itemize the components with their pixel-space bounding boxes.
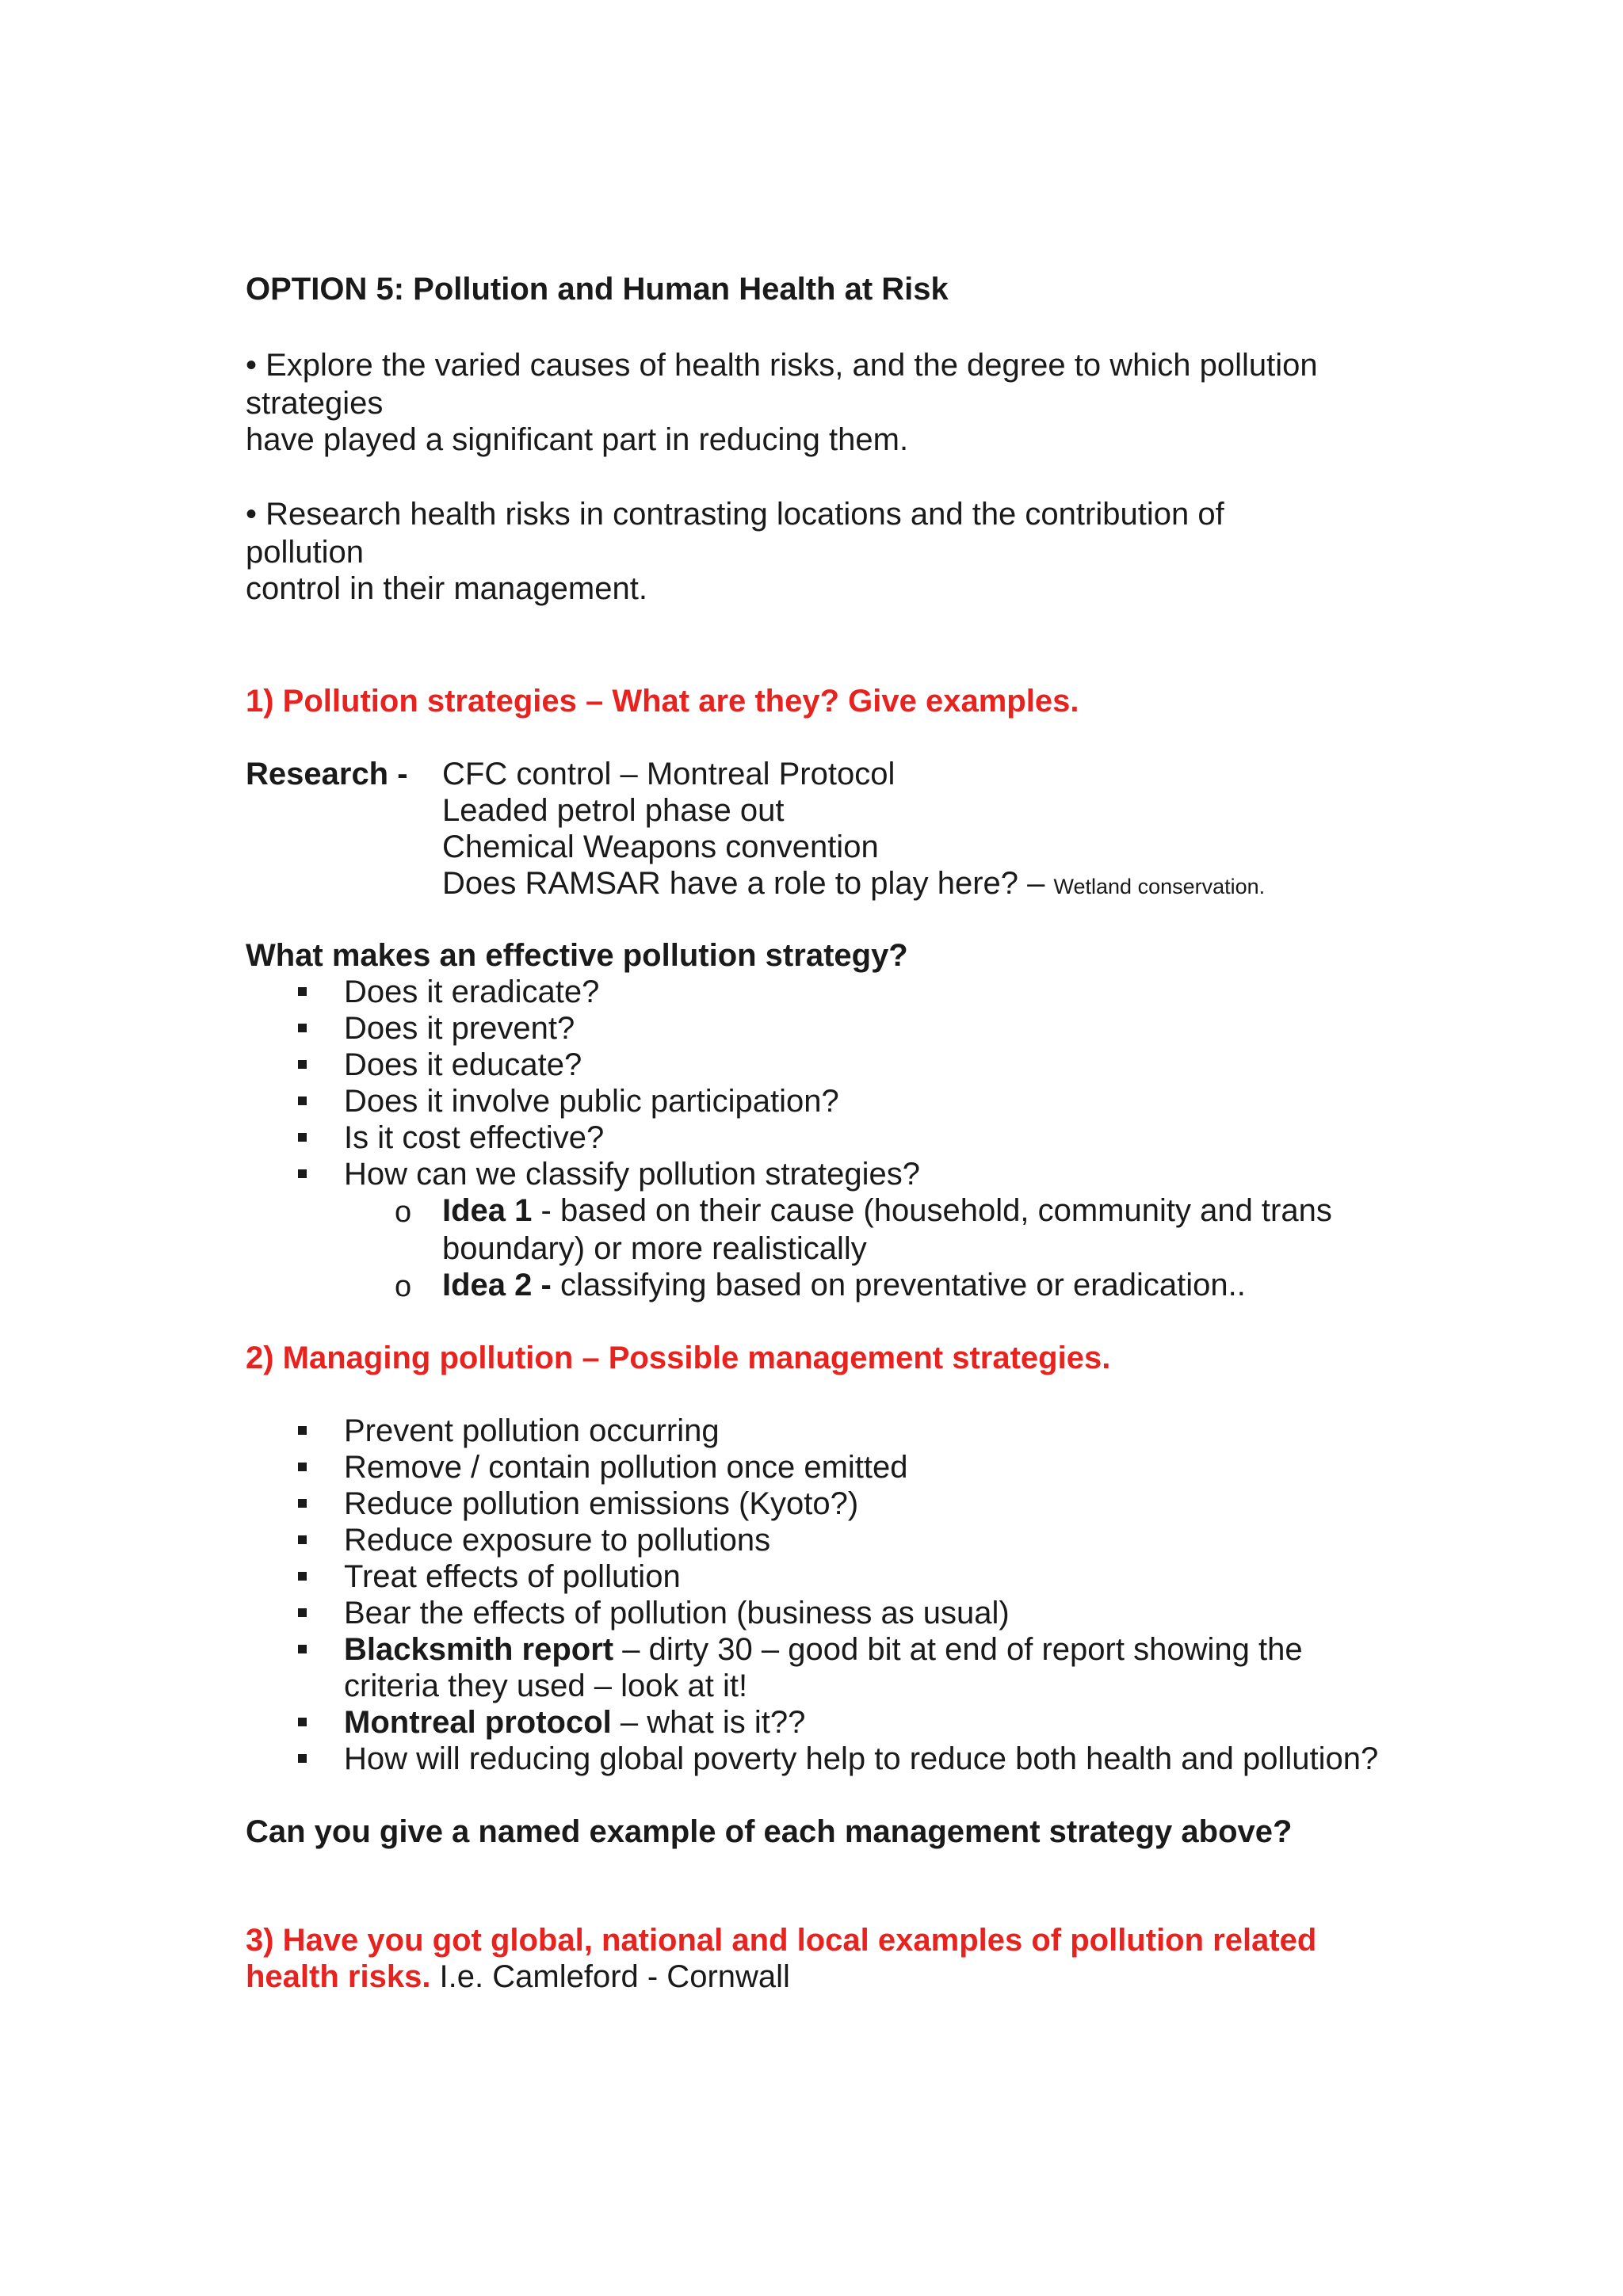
list-item-cont: criteria they used – look at it! [344, 1669, 748, 1703]
list-item: How can we classify pollution strategies? [344, 1157, 921, 1192]
research-item [442, 865, 1265, 905]
list-item: Reduce exposure to pollutions [344, 1523, 771, 1558]
list-item: Does it involve public participation? [344, 1084, 839, 1119]
research-label: Research - [246, 757, 408, 791]
list-item: Remove / contain pollution once emitted [344, 1450, 908, 1485]
bullet-icon [298, 1133, 307, 1142]
intro-2-line-3: control in their management. [246, 571, 647, 606]
intro-1-line-1: • Explore the varied causes of health risks, and the degree to which pollution [246, 348, 1318, 383]
bullet-icon [298, 1499, 307, 1508]
montreal-label: Montreal protocol [344, 1705, 612, 1740]
list-item: Does it educate? [344, 1047, 582, 1082]
research-item: CFC control – Montreal Protocol [442, 757, 896, 791]
list-item: Reduce pollution emissions (Kyoto?) [344, 1486, 859, 1521]
bullet-icon [298, 1024, 307, 1032]
section-3-heading-tail: health risks. [246, 1959, 431, 1994]
bullet-icon [298, 1572, 307, 1581]
intro-1-line-2: strategies [246, 386, 384, 421]
sub-list-item-cont: boundary) or more realistically [442, 1231, 867, 1266]
ramsar-note: Wetland conservation. [1053, 875, 1266, 898]
bullet-icon [298, 1463, 307, 1471]
section-1-question: What makes an effective pollution strategy? [246, 938, 908, 973]
blacksmith-label: Blacksmith report [344, 1632, 614, 1667]
circle-bullet-icon: o [395, 1196, 412, 1229]
bullet-icon [298, 1097, 307, 1105]
research-item: Chemical Weapons convention [442, 830, 879, 864]
bullet-icon [298, 1535, 307, 1544]
sub-item-label: Idea 2 - [442, 1268, 552, 1302]
intro-2-line-1: • Research health risks in contrasting locations and the contribution of [246, 497, 1224, 532]
research-item-text: Does RAMSAR have a role to play here? – [442, 866, 1045, 901]
section-3-example: I.e. Camleford - Cornwall [430, 1959, 790, 1994]
section-2-question: Can you give a named example of each management strategy above? [246, 1814, 1293, 1849]
bullet-icon [298, 1060, 307, 1069]
intro-2-line-2: pollution [246, 535, 365, 570]
bullet-icon [298, 1169, 307, 1178]
bullet-icon [298, 1718, 307, 1726]
list-item: Treat effects of pollution [344, 1559, 681, 1594]
blacksmith-text: – dirty 30 – good bit at end of report showing the [613, 1632, 1303, 1667]
bullet-icon [298, 1608, 307, 1617]
sub-list-item [442, 1267, 1246, 1303]
list-item: Prevent pollution occurring [344, 1413, 720, 1448]
bullet-icon [298, 987, 307, 996]
circle-bullet-icon: o [395, 1270, 412, 1303]
bullet-icon [298, 1754, 307, 1763]
section-3-heading-line-2 [246, 1958, 790, 1995]
list-item: Does it prevent? [344, 1011, 575, 1046]
sub-list-item [442, 1192, 1332, 1229]
section-3-heading-line-1: 3) Have you got global, national and local examples of pollution related [246, 1923, 1317, 1958]
bullet-icon [298, 1426, 307, 1435]
sub-item-text: classifying based on preventative or eradication.. [551, 1268, 1246, 1302]
list-item: Is it cost effective? [344, 1120, 605, 1155]
list-item-montreal [344, 1704, 805, 1741]
list-item: Bear the effects of pollution (business as usual) [344, 1596, 1010, 1630]
list-item-blacksmith [344, 1631, 1303, 1668]
sub-item-label: Idea 1 [442, 1193, 533, 1228]
intro-1-line-3: have played a significant part in reducing them. [246, 422, 909, 457]
bullet-icon [298, 1645, 307, 1653]
research-item: Leaded petrol phase out [442, 793, 785, 828]
section-1-heading: 1) Pollution strategies – What are they? Give examples. [246, 684, 1079, 719]
list-item: Does it eradicate? [344, 974, 600, 1009]
list-item: How will reducing global poverty help to reduce both health and pollution? [344, 1741, 1379, 1776]
section-2-heading: 2) Managing pollution – Possible management strategies. [246, 1341, 1111, 1375]
sub-item-text: - based on their cause (household, community and trans [532, 1193, 1332, 1228]
montreal-text: – what is it?? [611, 1705, 806, 1740]
page-title: OPTION 5: Pollution and Human Health at Risk [246, 272, 949, 307]
